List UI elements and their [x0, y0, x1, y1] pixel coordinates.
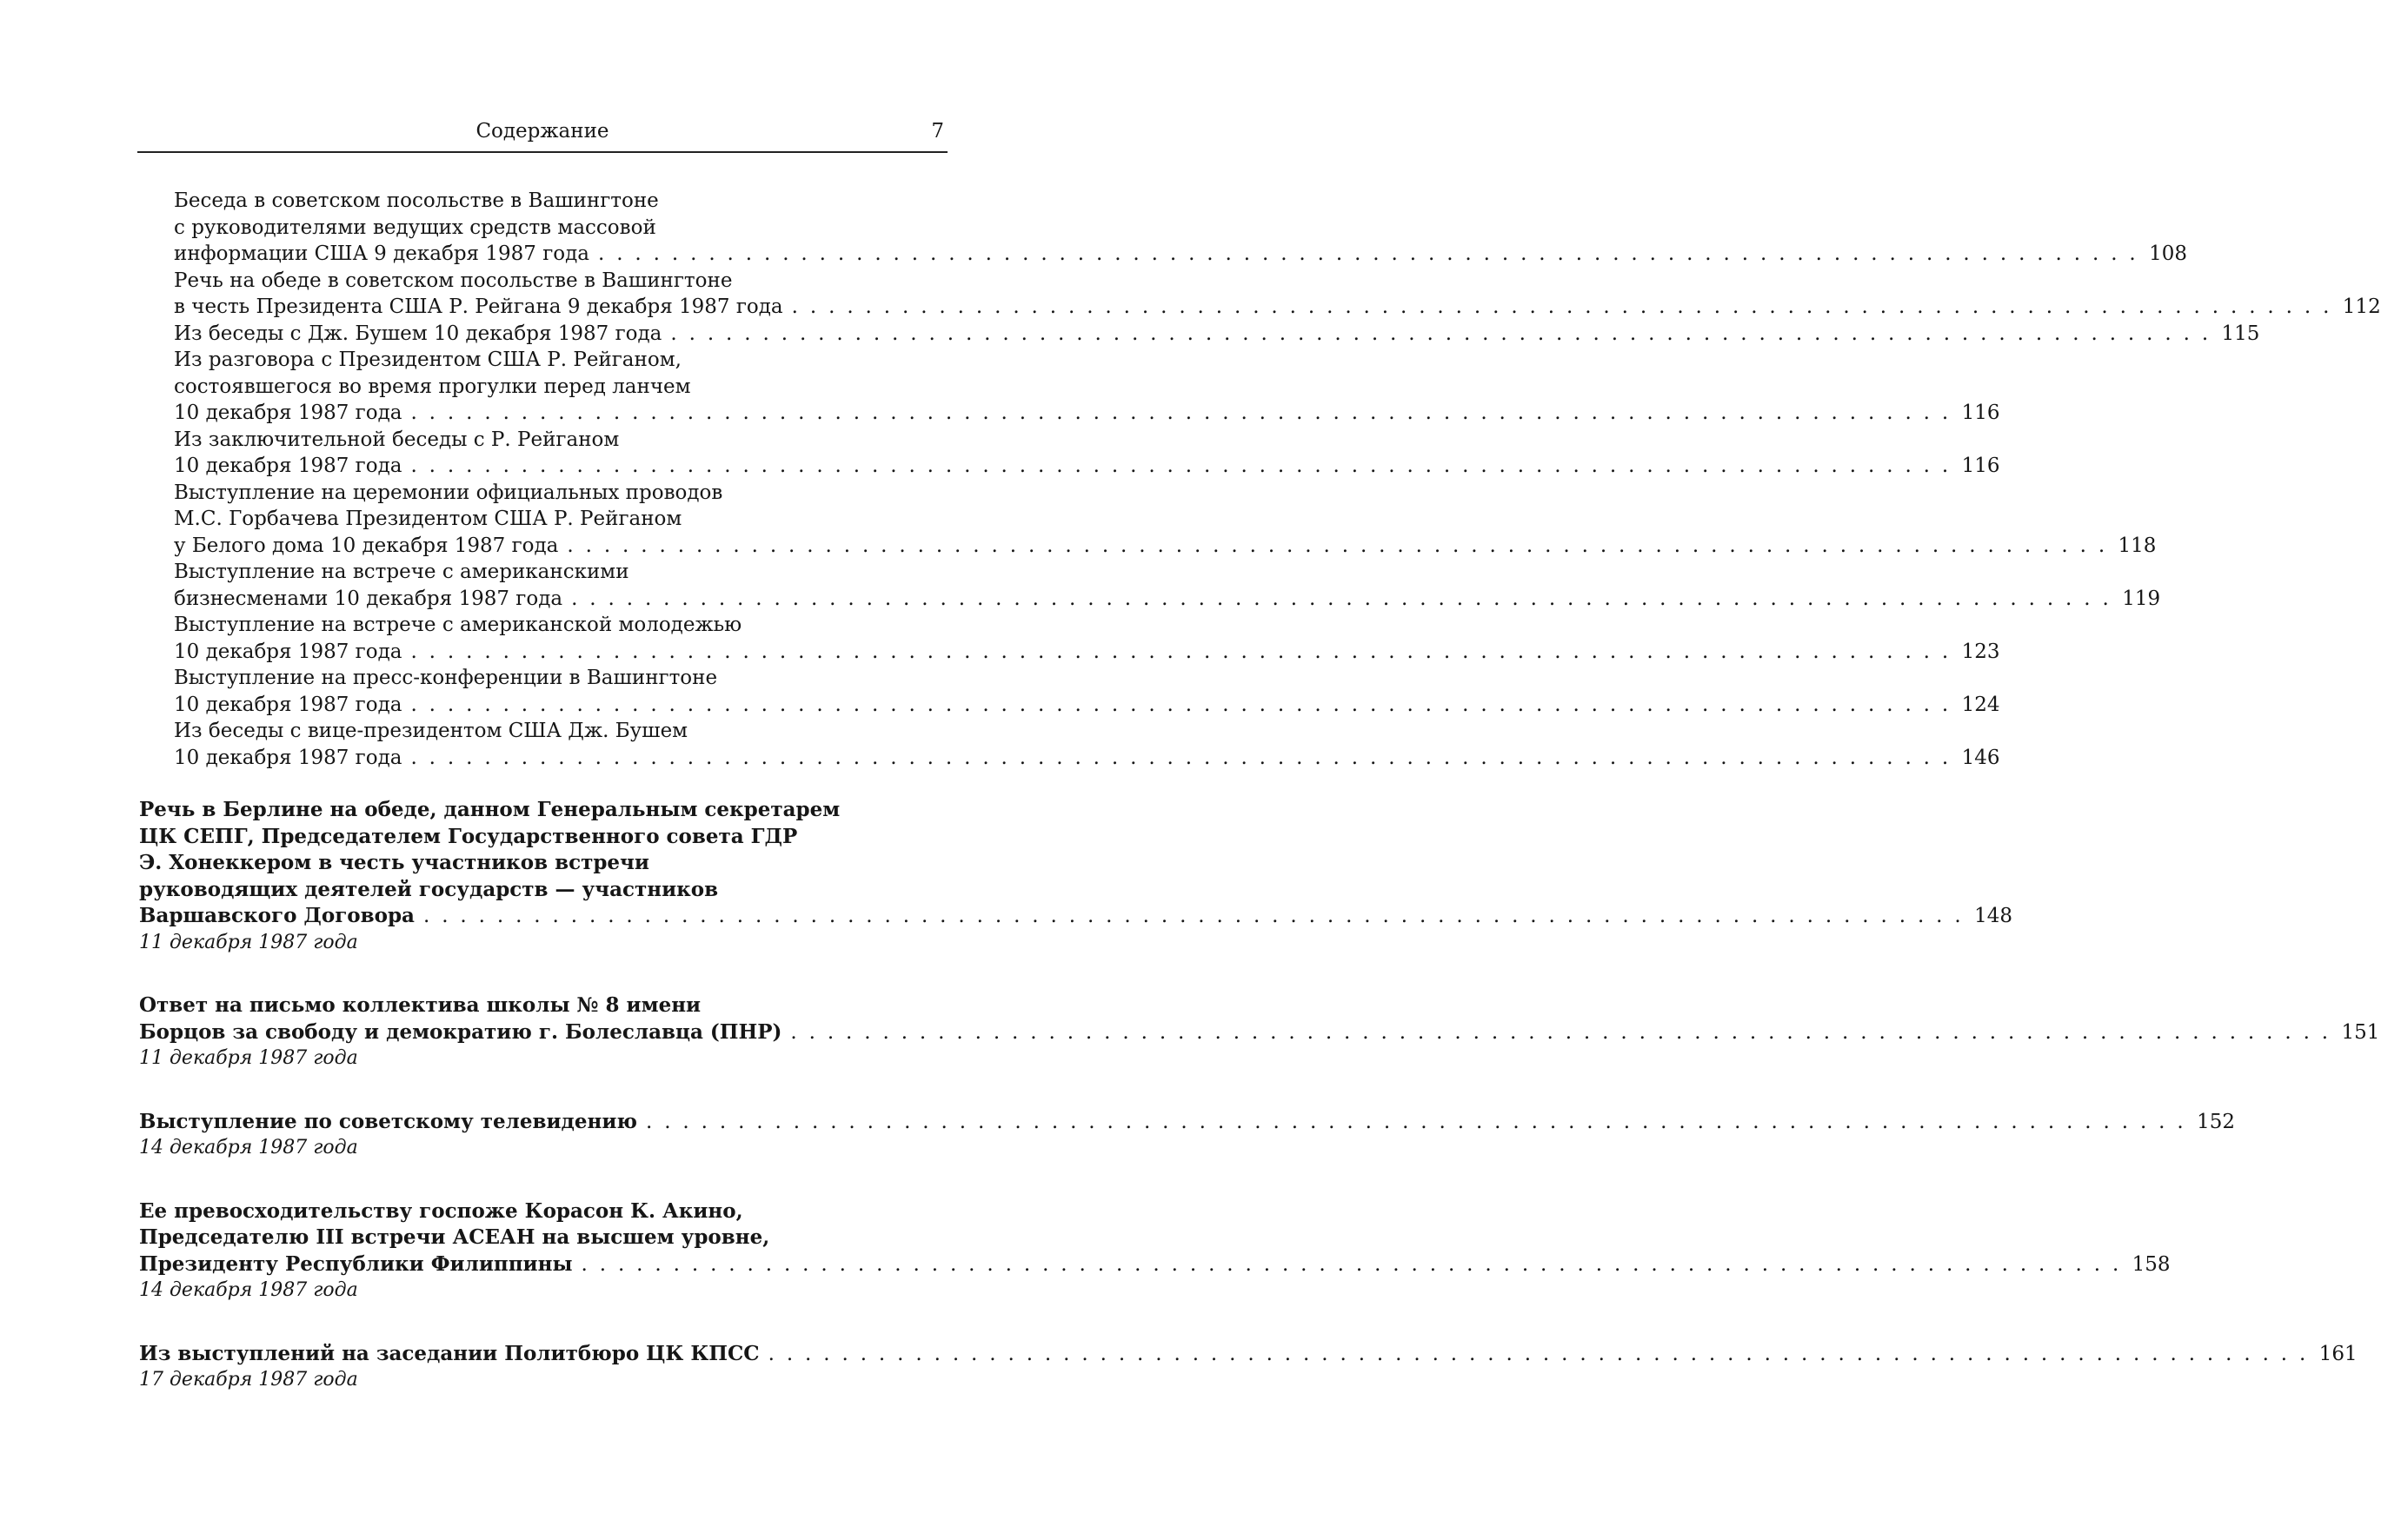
toc-entry-line: [139, 374, 878, 401]
dot-leader: . . . . . . . . . . . . . . . . . . . . . . . . . . . . . . . . . . . . . . . . . . . . . . . . . . . . . . . . . . . . . . . . . . . . . . . . . . . . . . . . . . . .: [791, 295, 2332, 318]
toc-entry-text: с руководителями ведущих средств массовой: [174, 216, 656, 239]
toc-entry-text: Ее превосходительству госпоже Корасон К. Акино,: [139, 1198, 743, 1223]
dot-leader: . . . . . . . . . . . . . . . . . . . . . . . . . . . . . . . . . . . . . . . . . . . . . . . . . . . . . . . . . . . . . . . . . . . . . . . . . . . . . . . . . . . .: [670, 322, 2211, 345]
toc-main-entry: [139, 797, 2013, 956]
toc-entry-text: состоявшегося во время прогулки перед ланчем: [174, 375, 691, 398]
dot-leader: . . . . . . . . . . . . . . . . . . . . . . . . . . . . . . . . . . . . . . . . . . . . . . . . . . . . . . . . . . . . . . . . . . . . . . . . . . . . . . . . . . . .: [410, 640, 1952, 663]
toc-entry-date: 17 декабря 1987 года: [139, 1369, 358, 1391]
toc-entry-line: [139, 1251, 2171, 1278]
toc-page-number: 151: [2341, 1020, 2380, 1044]
toc-sub-entry: [139, 665, 2000, 718]
toc-entry-text: Выступление на церемонии официальных проводов: [174, 481, 723, 504]
toc-entry-line: [139, 188, 878, 215]
toc-entry-line: [139, 506, 878, 533]
table-of-contents: [139, 188, 2381, 1394]
toc-entry-text: Выступление на встрече с американскими: [174, 561, 629, 583]
toc-page-number: 112: [2342, 295, 2381, 318]
toc-entry-text: руководящих деятелей государств — участников: [139, 877, 719, 901]
toc-sub-entry: [139, 427, 2000, 480]
toc-entry-line: [139, 1019, 2380, 1046]
toc-entry-line: [139, 665, 878, 692]
toc-main-entry: [139, 1109, 2236, 1162]
toc-entry-line: [139, 586, 2161, 613]
toc-main-entry: [139, 1341, 2358, 1394]
toc-entry-line: [139, 1198, 878, 1225]
toc-entry-line: [139, 850, 878, 877]
toc-entry-line: [139, 215, 878, 242]
toc-entry-text: 10 декабря 1987 года: [174, 402, 402, 424]
toc-entry-line: [139, 268, 878, 295]
toc-entry-line: [139, 1225, 878, 1251]
toc-entry-text: Варшавского Договора: [139, 904, 415, 927]
toc-page-number: 115: [2221, 322, 2260, 345]
toc-entry-date: 14 декабря 1987 года: [139, 1137, 358, 1158]
toc-main-entry: [139, 992, 2380, 1072]
toc-entry-line: [139, 427, 878, 454]
toc-sub-entry: [139, 347, 2000, 427]
toc-entry-date: 11 декабря 1987 года: [139, 1047, 358, 1069]
toc-entry-text: бизнесменами 10 декабря 1987 года: [174, 587, 563, 610]
toc-sub-entry: [139, 612, 2000, 665]
toc-entry-text: Из беседы с вице-президентом США Дж. Бушем: [174, 720, 688, 742]
toc-page-number: 161: [2318, 1342, 2358, 1365]
toc-main-entry: [139, 1198, 2171, 1304]
dot-leader: . . . . . . . . . . . . . . . . . . . . . . . . . . . . . . . . . . . . . . . . . . . . . . . . . . . . . . . . . . . . . . . . . . . . . . . . . . . . . . . . . . . .: [410, 455, 1952, 477]
toc-entry-line: [139, 718, 878, 745]
dot-leader: . . . . . . . . . . . . . . . . . . . . . . . . . . . . . . . . . . . . . . . . . . . . . . . . . . . . . . . . . . . . . . . . . . . . . . . . . . . . . . . . . . . .: [410, 693, 1952, 716]
toc-page-number: 152: [2197, 1110, 2236, 1133]
dot-leader: . . . . . . . . . . . . . . . . . . . . . . . . . . . . . . . . . . . . . . . . . . . . . . . . . . . . . . . . . . . . . . . . . . . . . . . . . . . . . . . . . . . .: [790, 1020, 2331, 1044]
toc-sub-entry: [139, 268, 2381, 321]
toc-entry-text: Председателю III встречи АСЕАН на высшем уровне,: [139, 1225, 770, 1249]
page-number: 7: [931, 120, 944, 143]
toc-entry-line: [139, 294, 2381, 321]
toc-page-number: 123: [1961, 640, 2000, 663]
header-title: Содержание: [476, 120, 609, 143]
toc-entry-line: [139, 692, 2000, 719]
dot-leader: . . . . . . . . . . . . . . . . . . . . . . . . . . . . . . . . . . . . . . . . . . . . . . . . . . . . . . . . . . . . . . . . . . . . . . . . . . . . . . . . . . . .: [410, 746, 1952, 769]
toc-entry-line: [139, 347, 878, 374]
toc-entry-text: Беседа в советском посольстве в Вашингтоне: [174, 189, 659, 212]
toc-entry-line: [139, 533, 2157, 560]
dot-leader: . . . . . . . . . . . . . . . . . . . . . . . . . . . . . . . . . . . . . . . . . . . . . . . . . . . . . . . . . . . . . . . . . . . . . . . . . . . . . . . . . . . .: [422, 905, 1965, 927]
toc-sub-entry: [139, 188, 2188, 268]
toc-entry-text: Из разговора с Президентом США Р. Рейганом,: [174, 348, 682, 371]
toc-entry-text: в честь Президента США Р. Рейгана 9 декабря 1987 года: [174, 295, 783, 318]
toc-entry-text: Выступление на встрече с американской молодежью: [174, 614, 742, 636]
toc-page-number: 118: [2118, 534, 2157, 557]
toc-page-number: 108: [2149, 242, 2188, 265]
toc-entry-text: 10 декабря 1987 года: [174, 455, 402, 477]
toc-entry-line: [139, 400, 2000, 427]
toc-entry-text: Ответ на письмо коллектива школы № 8 имени: [139, 993, 702, 1017]
toc-entry-text: Выступление на пресс-конференции в Вашингтоне: [174, 667, 718, 689]
toc-entry-text: 10 декабря 1987 года: [174, 640, 402, 663]
toc-entry-line: [139, 1109, 2236, 1136]
toc-page-number: 116: [1961, 402, 2000, 424]
toc-entry-text: Из заключительной беседы с Р. Рейганом: [174, 428, 620, 451]
toc-entry-text: 10 декабря 1987 года: [174, 746, 402, 769]
dot-leader: . . . . . . . . . . . . . . . . . . . . . . . . . . . . . . . . . . . . . . . . . . . . . . . . . . . . . . . . . . . . . . . . . . . . . . . . . . . . . . . . . . . .: [410, 402, 1952, 424]
toc-entry-text: ЦК СЕПГ, Председателем Государственного совета ГДР: [139, 824, 798, 848]
toc-entry-text: Борцов за свободу и демократию г. Болеславца (ПНР): [139, 1019, 782, 1044]
toc-entry-line: [139, 877, 878, 904]
dot-leader: . . . . . . . . . . . . . . . . . . . . . . . . . . . . . . . . . . . . . . . . . . . . . . . . . . . . . . . . . . . . . . . . . . . . . . . . . . . . . . . . . . . .: [567, 534, 2108, 557]
toc-entry-text: Из выступлений на заседании Политбюро ЦК КПСС: [139, 1341, 760, 1365]
running-header: [137, 118, 948, 153]
toc-entry-line: [139, 639, 2000, 666]
toc-entry-line: [139, 241, 2188, 268]
toc-page-number: 146: [1961, 746, 2000, 769]
toc-entry-text: Президенту Республики Филиппины: [139, 1251, 573, 1276]
dot-leader: . . . . . . . . . . . . . . . . . . . . . . . . . . . . . . . . . . . . . . . . . . . . . . . . . . . . . . . . . . . . . . . . . . . . . . . . . . . . . . . . . . . .: [597, 242, 2139, 265]
toc-sub-entry: [139, 559, 2161, 612]
toc-entry-line: [139, 559, 878, 586]
toc-page-number: 124: [1961, 693, 2000, 716]
toc-entry-line: [139, 745, 2000, 772]
toc-page-number: 116: [1961, 455, 2000, 477]
toc-page-number: 148: [1974, 905, 2013, 927]
dot-leader: . . . . . . . . . . . . . . . . . . . . . . . . . . . . . . . . . . . . . . . . . . . . . . . . . . . . . . . . . . . . . . . . . . . . . . . . . . . . . . . . . . . .: [581, 1252, 2122, 1276]
toc-sub-entry: [139, 718, 2000, 771]
toc-sub-entry: [139, 480, 2157, 560]
toc-entry-text: Из беседы с Дж. Бушем 10 декабря 1987 года: [174, 322, 662, 345]
toc-entry-line: [139, 824, 878, 851]
toc-entry-line: [139, 992, 878, 1019]
dot-leader: . . . . . . . . . . . . . . . . . . . . . . . . . . . . . . . . . . . . . . . . . . . . . . . . . . . . . . . . . . . . . . . . . . . . . . . . . . . . . . . . . . . .: [768, 1342, 2309, 1365]
toc-entry-line: [139, 480, 878, 507]
toc-entry-text: М.С. Горбачева Президентом США Р. Рейганом: [174, 508, 682, 530]
toc-page-number: 119: [2122, 587, 2161, 610]
toc-entry-text: Речь на обеде в советском посольстве в Вашингтоне: [174, 269, 733, 292]
toc-page-number: 158: [2132, 1252, 2171, 1276]
toc-entry-line: [139, 321, 2260, 348]
toc-sub-entry: [139, 321, 2260, 348]
dot-leader: . . . . . . . . . . . . . . . . . . . . . . . . . . . . . . . . . . . . . . . . . . . . . . . . . . . . . . . . . . . . . . . . . . . . . . . . . . . . . . . . . . . .: [645, 1110, 2187, 1133]
toc-entry-text: Выступление по советскому телевидению: [139, 1109, 637, 1133]
toc-entry-text: Речь в Берлине на обеде, данном Генеральным секретарем: [139, 798, 841, 821]
toc-entry-text: 10 декабря 1987 года: [174, 693, 402, 716]
toc-entry-line: [139, 1341, 2358, 1368]
toc-entry-date: 11 декабря 1987 года: [139, 931, 358, 953]
toc-entry-line: [139, 612, 878, 639]
toc-entry-date: 14 декабря 1987 года: [139, 1279, 358, 1301]
toc-entry-text: Э. Хонеккером в честь участников встречи: [139, 851, 649, 874]
toc-entry-text: у Белого дома 10 декабря 1987 года: [174, 534, 559, 557]
toc-entry-line: [139, 453, 2000, 480]
toc-entry-text: информации США 9 декабря 1987 года: [174, 242, 589, 265]
dot-leader: . . . . . . . . . . . . . . . . . . . . . . . . . . . . . . . . . . . . . . . . . . . . . . . . . . . . . . . . . . . . . . . . . . . . . . . . . . . . . . . . . . . .: [571, 587, 2112, 610]
toc-entry-line: [139, 797, 878, 824]
toc-entry-line: [139, 903, 2013, 930]
